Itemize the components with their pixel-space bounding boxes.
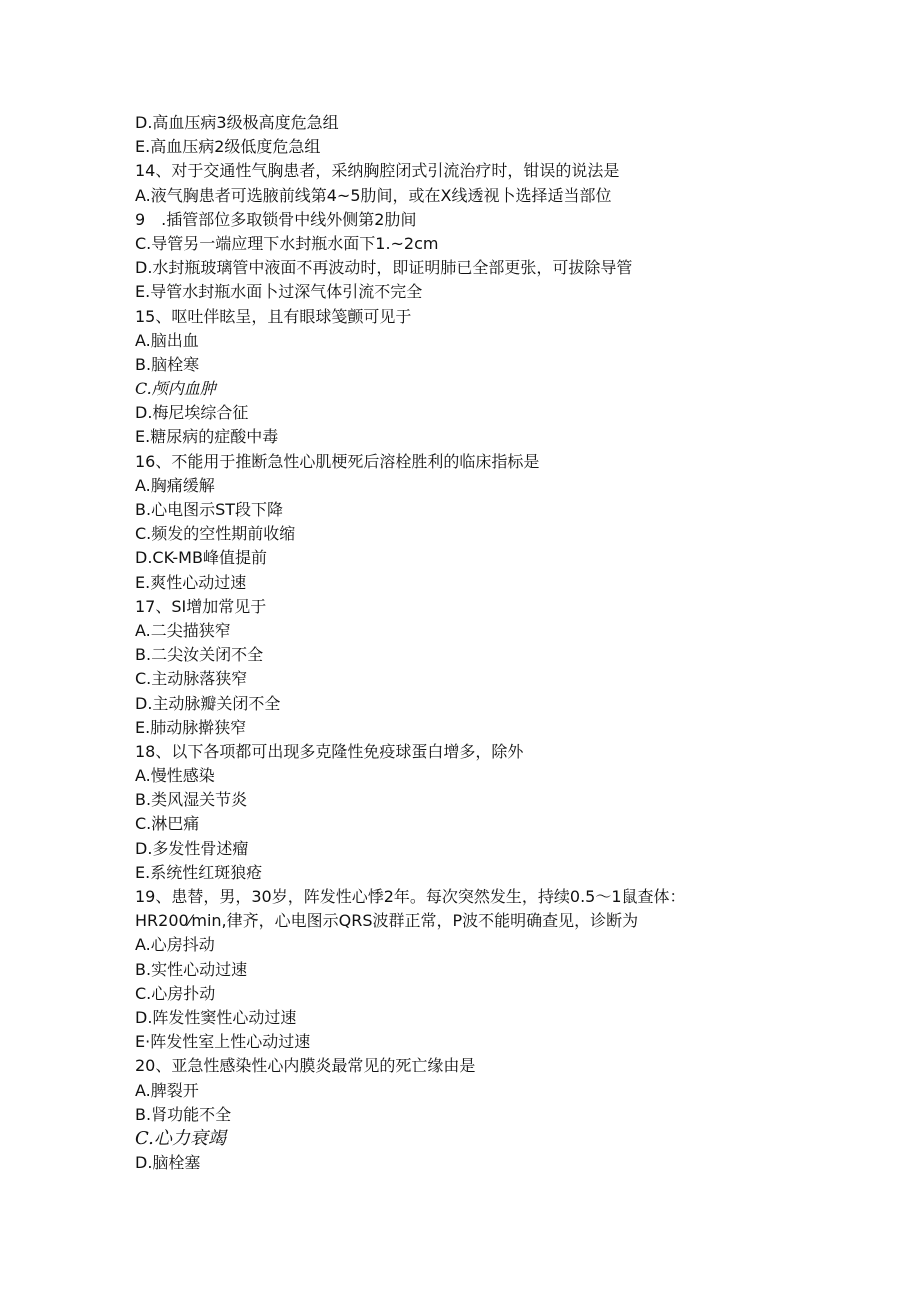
option-line: E.肺动脉擀狭窄 (135, 717, 247, 737)
option-line: D.CK-MB峰值提前 (135, 548, 267, 568)
option-line: E.系统性红斑狼疮 (135, 862, 263, 882)
option-line: D.高血压病3级极高度危急组 (135, 113, 339, 132)
option-line: A.胸痛缓解 (135, 475, 215, 495)
question-line: 15、呕吐伴眩呈，且有眼球笺颤可见于 (135, 306, 412, 326)
option-line: B.肾功能不全 (135, 1104, 232, 1124)
option-line: B.类风湿关节炎 (135, 790, 248, 810)
option-line: E.糖尿病的症酸中毒 (135, 427, 279, 447)
question-line: 19、患替，男，30岁，阵发性心悸2年。每次突然发生，持续0.5～1鼠查体： (135, 887, 686, 906)
option-line: A.液气胸患者可选腋前线第4~5肋间，或在X线透视卜选择适当部位 (135, 185, 612, 205)
option-line: C.颅内血肿 (135, 379, 216, 399)
option-line: E·阵发性室上性心动过速 (135, 1032, 311, 1052)
question-line: 14、对于交通性气胸患者，采纳胸腔闭式引流治疗时，钳误的说法是 (135, 161, 620, 181)
option-line: E.导管水封瓶水面卜过深气体引流不完全 (135, 282, 423, 302)
document-body (135, 111, 775, 1175)
option-line: D.主动脉瓣关闭不全 (135, 693, 281, 713)
option-line: A.慢性感染 (135, 766, 215, 786)
option-line: D.水封瓶玻璃管中液面不再波动时，即证明肺已全部更张，可拔除导管 (135, 258, 633, 278)
option-line: A.脑出血 (135, 330, 199, 350)
option-line: E.高血压病2级低度危急组 (135, 137, 321, 157)
question-line: 17、SI增加常见于 (135, 596, 267, 616)
option-line: B.二尖汝关闭不全 (135, 645, 264, 665)
option-line: C.导管另一端应理下水封瓶水面下1.~2cm (135, 233, 439, 253)
option-line: D.阵发性窦性心动过速 (135, 1007, 297, 1027)
option-line: C.淋巴痛 (135, 814, 200, 834)
option-line: B.实性心动过速 (135, 959, 248, 979)
question-line: 20、亚急性感染性心内膜炎最常见的死亡缘由是 (135, 1056, 476, 1076)
option-line: A.脾裂开 (135, 1080, 199, 1100)
option-line: A.心房抖动 (135, 935, 215, 955)
question-line-continued: HR200⁄min,律齐，心电图示QRS波群正常，P波不能明确查见，诊断为 (135, 911, 639, 931)
option-line: C.心力衰竭 (135, 1127, 226, 1149)
option-line: D.脑栓塞 (135, 1153, 201, 1173)
option-line: C.心房扑动 (135, 983, 216, 1003)
option-line: E.爽性心动过速 (135, 572, 247, 592)
option-line: D.多发性骨述瘤 (135, 838, 249, 858)
question-line: 18、以下各项都可出现多克隆性免疫球蛋白增多，除外 (135, 741, 524, 761)
question-line: 16、不能用于推断急性心肌梗死后溶栓胜利的临床指标是 (135, 451, 540, 471)
option-line: D.梅尼埃综合征 (135, 403, 249, 423)
option-line: 9 .插管部位多取锁骨中线外侧第2肋间 (135, 209, 417, 229)
option-line: A.二尖描狭窄 (135, 620, 231, 640)
option-line: C.频发的空性期前收缩 (135, 524, 296, 544)
option-line: C.主动脉落狭窄 (135, 669, 248, 689)
option-line: B.心电图示ST段下降 (135, 500, 283, 519)
option-line: B.脑栓寒 (135, 354, 200, 374)
